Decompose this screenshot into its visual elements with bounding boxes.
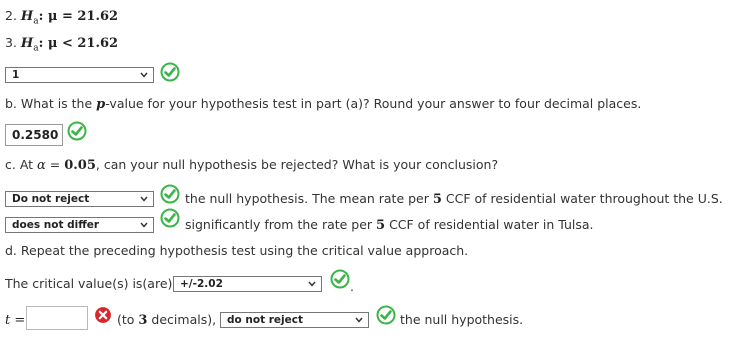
check-icon: [376, 305, 396, 325]
conclusion-line-2-number: 5: [376, 218, 386, 233]
error-x-icon: [94, 306, 112, 324]
hypothesis-3-subscript: a: [33, 43, 39, 54]
part-b-prefix: b. What is the: [5, 96, 97, 111]
part-b-question: [5, 96, 641, 112]
p-value-answer[interactable]: [5, 124, 63, 146]
hypothesis-2-number: 2.: [5, 8, 17, 23]
hypothesis-select[interactable]: [5, 67, 154, 83]
conclusion-select[interactable]: [220, 312, 369, 328]
t-label: [5, 312, 25, 328]
check-icon: [160, 62, 180, 82]
conclusion-select-value: do not reject: [227, 314, 304, 326]
chevron-down-icon: [139, 219, 149, 231]
conclusion-line-1-a: the null hypothesis. The mean rate per: [185, 191, 433, 206]
p-value-answer-text: 0.2580: [12, 128, 59, 142]
part-d-question: [5, 243, 468, 258]
conclusion-line-1-b: CCF of residential water throughout the U.S.: [441, 191, 723, 206]
t-label-text: t =: [5, 313, 26, 328]
hypothesis-select-value: 1: [12, 69, 20, 81]
critical-value-select[interactable]: [173, 276, 322, 292]
decimals-instruction: [117, 312, 216, 328]
difference-select[interactable]: [5, 217, 154, 233]
null-hypothesis-text-value: the null hypothesis.: [400, 312, 524, 327]
chevron-down-icon: [139, 193, 149, 205]
alpha-symbol: α: [37, 158, 46, 173]
chevron-down-icon: [139, 69, 149, 81]
critical-value-select-value: +/-2.02: [180, 278, 223, 290]
part-b-suffix: -value for your hypothesis test in part (a)? Round your answer to four decimal places.: [105, 96, 642, 111]
check-icon: [160, 208, 180, 228]
alpha-equals: =: [45, 157, 65, 172]
critical-value-period-text: .: [350, 279, 354, 294]
check-icon: [160, 184, 180, 204]
decimals-prefix: (to: [117, 312, 139, 327]
p-variable: p: [96, 97, 106, 112]
conclusion-line-1: [185, 191, 723, 207]
t-statistic-input[interactable]: [26, 306, 88, 330]
hypothesis-2-subscript: a: [33, 16, 39, 27]
hypothesis-3-number: 3.: [5, 35, 17, 50]
reject-decision-value: Do not reject: [12, 193, 90, 205]
decimals-suffix: decimals),: [147, 312, 217, 327]
hypothesis-3-statement: : μ < 21.62: [38, 36, 119, 51]
critical-value-label-text: The critical value(s) is(are): [5, 276, 173, 291]
conclusion-line-2-a: significantly from the rate per: [185, 217, 377, 232]
critical-value-label: [5, 276, 172, 291]
chevron-down-icon: [354, 314, 364, 326]
chevron-down-icon: [307, 278, 317, 290]
check-icon: [330, 269, 350, 289]
part-c-question: [5, 157, 498, 173]
part-c-suffix: , can your null hypothesis be rejected? What is your conclusion?: [95, 157, 499, 172]
part-d-title: d. Repeat the preceding hypothesis test using the critical value approach.: [5, 243, 469, 258]
reject-decision-select[interactable]: [5, 191, 154, 207]
difference-value: does not differ: [12, 219, 100, 231]
conclusion-line-1-number: 5: [432, 192, 442, 207]
hypothesis-2-symbol: H: [20, 9, 34, 24]
hypothesis-2: [5, 8, 118, 27]
check-icon: [67, 121, 87, 141]
conclusion-line-2: [185, 217, 594, 233]
null-hypothesis-text: [400, 312, 523, 327]
critical-value-period: [350, 279, 354, 294]
part-c-prefix: c. At: [5, 157, 38, 172]
hypothesis-3: [5, 35, 118, 54]
hypothesis-3-symbol: H: [20, 36, 34, 51]
conclusion-line-2-b: CCF of residential water in Tulsa.: [385, 217, 594, 232]
alpha-value: 0.05: [64, 158, 96, 173]
decimals-number: 3: [138, 313, 148, 328]
hypothesis-2-statement: : μ = 21.62: [38, 9, 119, 24]
